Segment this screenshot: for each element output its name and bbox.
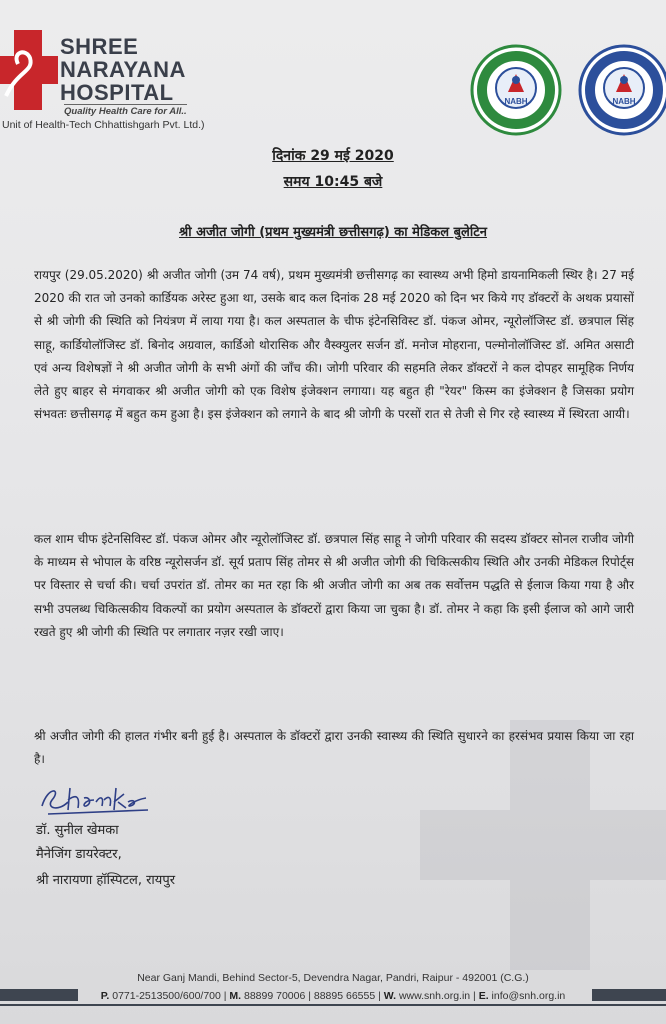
- hospital-tagline: Quality Health Care for All..: [64, 106, 187, 117]
- footer-email-link[interactable]: info@snh.org.in: [491, 990, 566, 1002]
- footer-address: Near Ganj Mandi, Behind Sector-5, Devendra Nagar, Pandri, Raipur - 492001 (C.G.): [137, 972, 529, 984]
- nabh-pre-accredited-badge-icon: [578, 44, 666, 136]
- unit-line: Unit of Health-Tech Chhattishgarh Pvt. Ltd.): [2, 119, 205, 131]
- signatory-designation: मैनेजिंग डायरेक्टर,: [36, 847, 122, 862]
- hospital-name-line1: SHREE: [60, 34, 139, 59]
- signatory-name: डॉ. सुनील खेमका: [36, 823, 119, 838]
- time-line: समय 10:45 बजे: [283, 174, 383, 190]
- nabh-label-2: NABH: [612, 97, 636, 106]
- footer-website-link[interactable]: www.snh.org.in: [398, 990, 471, 1002]
- hospital-name-line3: HOSPITAL: [60, 80, 174, 105]
- handwritten-signature: [38, 780, 158, 820]
- nabh-label-1: NABH: [504, 97, 528, 106]
- signatory-organization: श्री नारायणा हॉस्पिटल, रायपुर: [36, 873, 176, 888]
- date-line: दिनांक 29 मई 2020: [272, 148, 394, 164]
- nabh-nursing-badge-icon: [470, 44, 562, 136]
- paragraph-1: रायपुर (29.05.2020) श्री अजीत जोगी (उम 74 वर्ष), प्रथम मुख्यमंत्री छत्तीसगढ़ का स्वास्थ्य अभी हिमो डायनामिकली स्थिर है। 27 मई 2020 की रात जो उनको कार्डियक अरेस्ट हुआ था, उसके बाद कल दिनांक 28 मई 2020 को दिन भर किये गए डॉक्टरों के अथक प्रयासों से श्री जोगी की स्थिति को नियंत्रण में लाया गया है। कल अस्पताल के चीफ इंटेनसिविस्ट डॉ. पंकज ओमर, न्यूरोलॉजिस्ट डॉ. छत्रपाल सिंह साहू, कार्डियोलॉजिस्ट डॉ. बिनोद अग्रवाल, कार्डिओ थोरासिक और वैस्क्युलर सर्जन डॉ. मनोज मोहराना, पल्मोनोलॉजिस्ट डॉ. अमित असाटी एवं अन्य विशेषज्ञों ने श्री अजीत जोगी के सभी अंगों की जाँच की। जोगी परिवार की सहमति लेकर डॉक्टरों ने कल दोपहर सामूहिक निर्णय लेते हुए बाहर से मंगवाकर श्री अजीत जोगी को एक विशेष इंजेक्शन लगाया। यह बहुत ही "रेयर" किस्म का इंजेक्शन है जिसका प्रयोग संभवतः छत्तीसगढ़ में बहुत कम हुआ है। इस इंजेक्शन को लगाने के बाद श्री जोगी के परसों रात से तेजी से गिर रहे स्वास्थ्य में स्थिरता आयी।: [34, 268, 634, 422]
- hospital-name-line2: NARAYANA: [60, 57, 186, 82]
- footer-divider: [0, 1004, 666, 1006]
- paragraph-3: श्री अजीत जोगी की हालत गंभीर बनी हुई है। अस्पताल के डॉक्टरों द्वारा उनकी स्वास्थ्य की स्थिति सुधारने का हरसंभव प्रयास किया जा रहा है।: [34, 729, 634, 767]
- footer-phone: 0771-2513500/600/700: [112, 990, 221, 1002]
- hospital-logo-icon: [0, 30, 60, 114]
- paragraph-2: कल शाम चीफ इंटेनसिविस्ट डॉ. पंकज ओमर और न्यूरोलॉजिस्ट डॉ. छत्रपाल सिंह साहू ने जोगी परिवार की सदस्य डॉक्टर सोनल राजीव जोगी के माध्यम से भोपाल के वरिष्ठ न्यूरोसर्जन डॉ. सूर्य प्रताप सिंह तोमर से श्री अजीत जोगी की चिकित्सकीय स्थिति और उनकी मेडिकल रिपोर्ट्स पर विस्तार से चर्चा की। चर्चा उपरांत डॉ. तोमर का मत रहा कि श्री अजीत जोगी का अब तक सर्वोत्तम पद्धति से ईलाज किया गया है और सभी उपलब्ध चिकित्सकीय विकल्पों का प्रयोग अस्पताल के डॉक्टरों द्वारा किया जा चुका है। डॉ. तोमर ने कहा कि इसी ईलाज को आगे जारी रखते हुए श्री जोगी की स्थिति पर लगातार नज़र रखी जाए।: [34, 532, 634, 639]
- bulletin-subject: श्री अजीत जोगी (प्रथम मुख्यमंत्री छत्तीसगढ़) का मेडिकल बुलेटिन: [179, 225, 487, 240]
- footer-mobile: 88899 70006 | 88895 66555: [244, 990, 376, 1002]
- footer-contacts: P. 0771-2513500/600/700 | M. 88899 70006 | 88895 66555 | W. www.snh.org.in | E. info@snh.org.in: [100, 990, 566, 1002]
